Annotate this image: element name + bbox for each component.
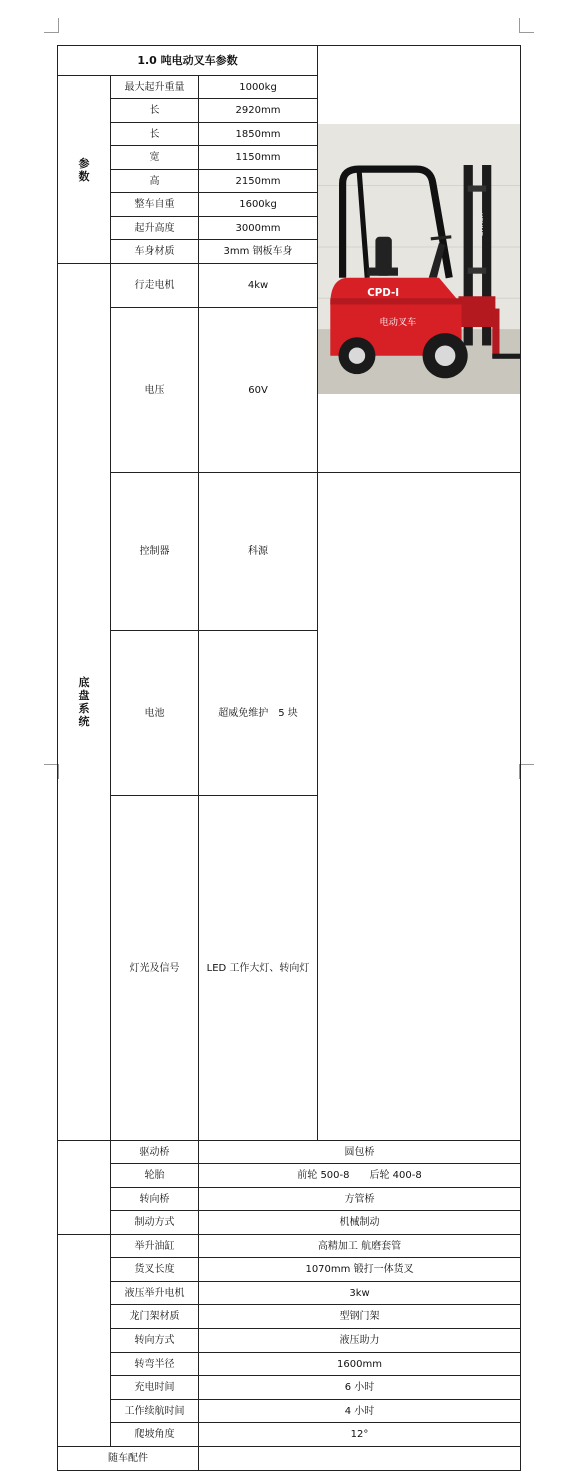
- spec-value: 机械制动: [199, 1211, 521, 1235]
- chassis-label: 行走电机: [111, 264, 199, 308]
- chassis-value: 60V: [199, 308, 318, 473]
- spec-value: 圆包桥: [199, 1141, 521, 1164]
- spec-table: [57, 45, 521, 1471]
- spec-value: 4 小时: [199, 1400, 521, 1423]
- spec-label: 液压举升电机: [111, 1282, 199, 1305]
- spec-value: 6 小时: [199, 1376, 521, 1400]
- spec-value: 前轮 500-8 后轮 400-8: [199, 1164, 521, 1188]
- param-label: 整车自重: [111, 193, 199, 217]
- param-value: 1850mm: [199, 123, 318, 146]
- param-label: 长: [111, 99, 199, 123]
- param-label: 最大起升重量: [111, 76, 199, 99]
- spec-label: 货叉长度: [111, 1258, 199, 1282]
- spec-value: 1070mm 锻打一体货叉: [199, 1258, 521, 1282]
- chassis-label: 灯光及信号: [111, 796, 199, 1141]
- spec-label: 制动方式: [111, 1211, 199, 1235]
- body-script: 电动叉车: [379, 316, 417, 328]
- spec-label: 爬坡角度: [111, 1423, 199, 1447]
- mast-brand: KEYUE: [475, 212, 485, 236]
- group-axle-blank: [58, 1141, 111, 1235]
- group-hydraulic-blank: [58, 1235, 111, 1447]
- spec-label: 举升油缸: [111, 1235, 199, 1258]
- fork: [492, 353, 520, 358]
- accessories-label: 随车配件: [58, 1447, 199, 1471]
- forklift-image: [318, 124, 520, 395]
- chassis-label: 控制器: [111, 473, 199, 631]
- param-label: 车身材质: [111, 240, 199, 264]
- accessories-value: [199, 1447, 521, 1471]
- chassis-label: 电压: [111, 308, 199, 473]
- table-title: 1.0 吨电动叉车参数: [58, 46, 318, 76]
- spec-value: 1600mm: [199, 1353, 521, 1376]
- page-corner-mark: [519, 764, 534, 779]
- param-value: 2920mm: [199, 99, 318, 123]
- spec-label: 充电时间: [111, 1376, 199, 1400]
- spec-value: 液压助力: [199, 1329, 521, 1353]
- spec-label: 转弯半径: [111, 1353, 199, 1376]
- param-value: 2150mm: [199, 170, 318, 193]
- page-corner-mark: [519, 18, 534, 33]
- spec-value: 型钢门架: [199, 1305, 521, 1329]
- chassis-value: 4kw: [199, 264, 318, 308]
- section-chassis: 底 盘 系 统: [58, 264, 111, 1141]
- spec-label: 转向桥: [111, 1188, 199, 1211]
- param-value: 3000mm: [199, 217, 318, 240]
- forklift-photo: [318, 46, 521, 473]
- chassis-label: 电池: [111, 631, 199, 796]
- param-label: 宽: [111, 146, 199, 170]
- spec-label: 龙门架材质: [111, 1305, 199, 1329]
- param-value: 1600kg: [199, 193, 318, 217]
- body-model: CPD-I: [367, 286, 400, 299]
- section-params: 参 数: [58, 76, 111, 264]
- spec-value: 高精加工 航磨套管: [199, 1235, 521, 1258]
- spec-value: 12°: [199, 1423, 521, 1447]
- spec-label: 轮胎: [111, 1164, 199, 1188]
- param-value: 1150mm: [199, 146, 318, 170]
- param-label: 高: [111, 170, 199, 193]
- spec-value: 方管桥: [199, 1188, 521, 1211]
- chassis-value: 科源: [199, 473, 318, 631]
- param-value: 3mm 钢板车身: [199, 240, 318, 264]
- chassis-value: 超威免维护 5 块: [199, 631, 318, 796]
- spec-label: 驱动桥: [111, 1141, 199, 1164]
- chassis-value: LED 工作大灯、转向灯: [199, 796, 318, 1141]
- param-label: 起升高度: [111, 217, 199, 240]
- page-corner-mark: [44, 18, 59, 33]
- spec-value: 3kw: [199, 1282, 521, 1305]
- param-label: 长: [111, 123, 199, 146]
- param-value: 1000kg: [199, 76, 318, 99]
- spec-label: 转向方式: [111, 1329, 199, 1353]
- spec-label: 工作续航时间: [111, 1400, 199, 1423]
